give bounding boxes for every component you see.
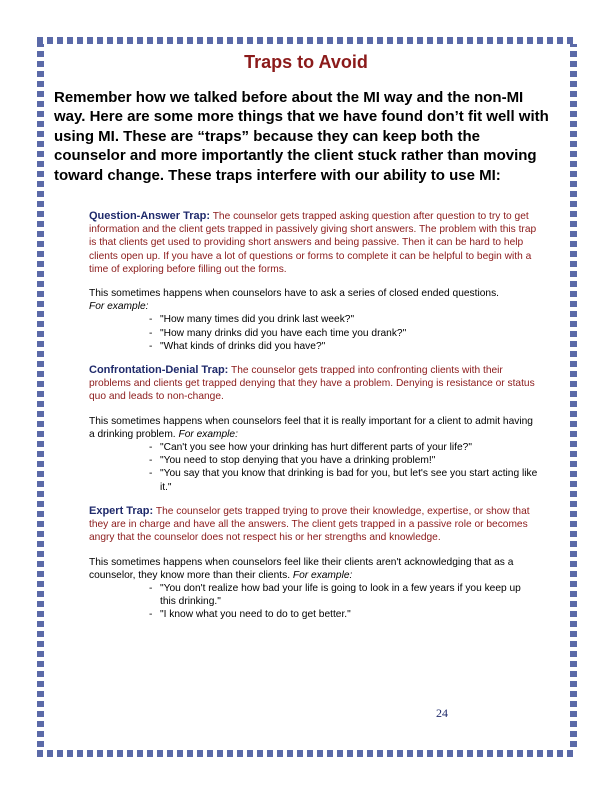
example-item: - "How many drinks did you have each time you drank?" bbox=[149, 327, 539, 340]
trap-description-block bbox=[89, 364, 539, 404]
page-title: Traps to Avoid bbox=[244, 52, 368, 72]
page-number: 24 bbox=[436, 706, 448, 720]
trap-section-question-answer bbox=[89, 210, 539, 353]
trap-description: The counselor gets trapped trying to prove their knowledge, expertise, or show that they are in charge and have all the answers. The client gets trapped in a passive role or becomes angry that the counselor does not respect his or her strengths and knowledge. bbox=[89, 506, 530, 544]
trap-note-text: This sometimes happens when counselors have to ask a series of closed ended questions. bbox=[89, 288, 499, 300]
trap-description: The counselor gets trapped asking question after question to try to get information and the client gets trapped in passively giving short answers. The problem with this trap is that clients get used to providing short answers and being passive. Then it can be hard to help clients open up. If you have a lot of questions or forms to complete it can be helpful to begin with a time of exploring before filling out the forms. bbox=[89, 211, 537, 275]
example-list bbox=[89, 582, 539, 622]
example-label: For example: bbox=[178, 428, 238, 440]
example-item: - "You say that you know that drinking is bad for you, but let's see you start acting like it." bbox=[149, 467, 539, 493]
trap-note bbox=[89, 415, 539, 441]
trap-description-block bbox=[89, 210, 539, 276]
trap-heading: Expert Trap: bbox=[89, 505, 154, 517]
example-item: - "What kinds of drinks did you have?" bbox=[149, 340, 539, 353]
example-item: - "How many times did you drink last week?" bbox=[149, 313, 539, 326]
example-label: For example: bbox=[292, 569, 353, 581]
trap-note bbox=[89, 287, 539, 313]
example-item: - "You need to stop denying that you have a drinking problem!" bbox=[149, 454, 539, 467]
trap-note-text: This sometimes happens when counselors feel that it is really important for a client to admit having a drinking problem. bbox=[89, 415, 533, 440]
trap-note bbox=[89, 556, 539, 582]
trap-section-confrontation-denial bbox=[89, 364, 539, 494]
trap-section-expert bbox=[89, 505, 539, 622]
example-item: - "I know what you need to do to get better." bbox=[149, 608, 539, 621]
example-item: - "You don't realize how bad your life is going to look in a few years if you keep up this drinking." bbox=[149, 582, 539, 608]
trap-description-block bbox=[89, 505, 539, 545]
example-list bbox=[89, 441, 539, 494]
example-item: - "Can't you see how your drinking has hurt different parts of your life?" bbox=[149, 441, 539, 454]
intro-paragraph: Remember how we talked before about the MI way and the non-MI way. Here are some more things that we have found don’t fit well with using MI. These are “traps” because they can keep both the counselor and more importantly the client stuck rather than moving toward change. These traps interfere with our ability to use MI: bbox=[54, 89, 549, 184]
trap-heading: Question-Answer Trap: bbox=[89, 210, 211, 222]
example-list bbox=[89, 313, 539, 353]
trap-heading: Confrontation-Denial Trap: bbox=[89, 364, 229, 376]
example-label: For example: bbox=[89, 301, 149, 313]
trap-description: The counselor gets trapped into confronting clients with their problems and clients get trapped denying that they have a problem. Denying is resistance or status quo and leads to non-change. bbox=[89, 365, 535, 403]
trap-note-text: This sometimes happens when counselors feel like their clients aren't acknowledging that as a counselor, they know more than their clients. bbox=[89, 556, 514, 581]
